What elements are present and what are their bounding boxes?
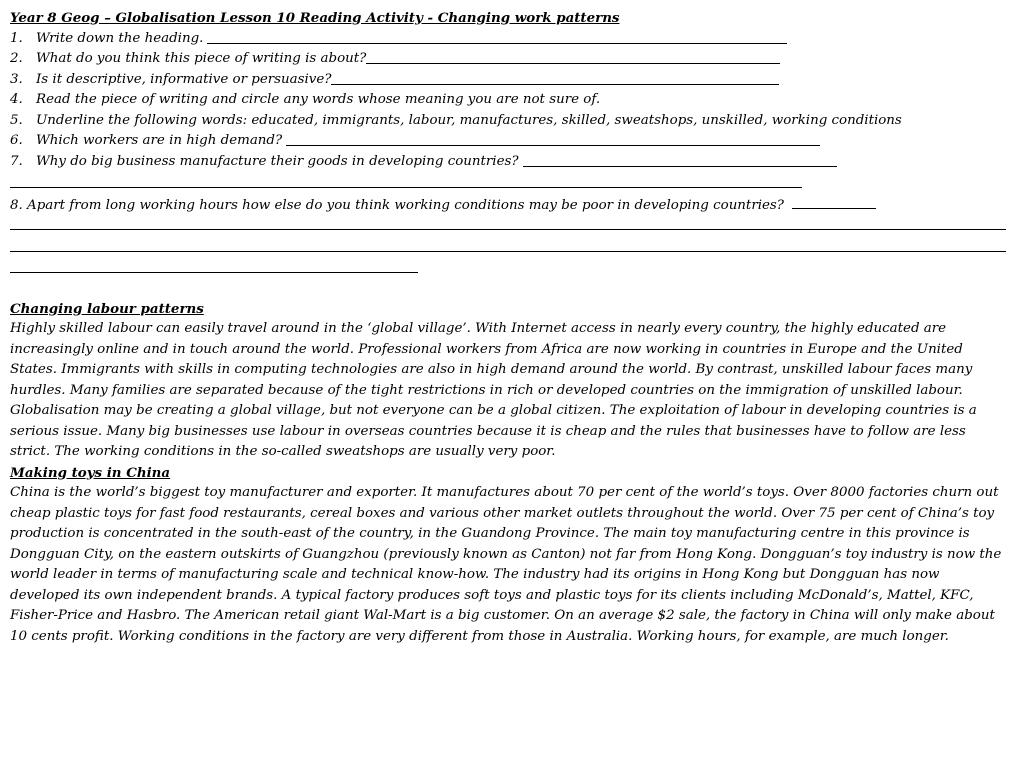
question-number: 7. (10, 153, 23, 169)
spacer (10, 279, 1008, 299)
section-heading-changing-labour: Changing labour patterns (10, 300, 204, 317)
question-7 (10, 152, 1008, 173)
question-number: 3. (10, 71, 23, 87)
question-text: 8. Apart from long working hours how else do you think working conditions may be poor in developing countries? (10, 197, 784, 213)
question-number: 4. (10, 92, 23, 107)
question-text: Which workers are in high demand? (36, 133, 283, 148)
answer-line[interactable] (10, 257, 418, 273)
answer-line[interactable] (10, 214, 1006, 230)
question-3 (10, 70, 1008, 91)
worksheet-page (10, 8, 1008, 647)
question-text: Underline the following words: educated, immigrants, labour, manufactures, skilled, sweatshops, unskilled, working conditions (36, 112, 902, 128)
question-number: 6. (10, 133, 23, 148)
question-1 (10, 29, 1008, 50)
question-text: Is it descriptive, informative or persuasive? (36, 71, 332, 87)
section-text-changing-labour: Highly skilled labour can easily travel around in the ‘global village’. With Internet access in nearly every country, the highly educated are increasingly online and in touch around the world. Professional workers from Africa are now working in countries in Europe and the United States. Immigrants with skills in computing technologies are also in high demand around the world. By contrast, unskilled labour faces many hurdles. Many families are separated because of the tight restrictions in rich or developed countries on the immigration of unskilled labour. Globalisation may be creating a global village, but not everyone can be a global citizen. The exploitation of labour in developing countries is a serious issue. Many big businesses use labour in overseas countries because it is cheap and the rules that businesses have to follow are less strict. The working conditions in the so-called sweatshops are usually very poor. (10, 321, 977, 459)
answer-line[interactable] (331, 70, 779, 85)
answer-line[interactable] (792, 194, 876, 209)
question-number: 2. (10, 51, 23, 66)
question-8 (10, 194, 1008, 215)
question-text: Read the piece of writing and circle any words whose meaning you are not sure of. (36, 92, 601, 107)
answer-line[interactable] (366, 49, 780, 64)
question-number: 5. (10, 112, 23, 128)
question-4 (10, 90, 1008, 111)
question-2 (10, 49, 1008, 70)
question-5 (10, 111, 1008, 132)
question-text: What do you think this piece of writing is about? (36, 51, 367, 66)
worksheet-title: Year 8 Geog – Globalisation Lesson 10 Reading Activity - Changing work patterns (10, 10, 620, 26)
answer-line[interactable] (286, 131, 820, 146)
question-6 (10, 131, 1008, 152)
section-heading-making-toys: Making toys in China (10, 464, 171, 481)
question-text: Write down the heading. (36, 30, 204, 46)
answer-line[interactable] (10, 236, 1006, 252)
section-text-making-toys: China is the world’s biggest toy manufacturer and exporter. It manufactures about 70 per cent of the world’s toys. Over 8000 factories churn out cheap plastic toys for fast food restaurants, cereal boxes and various other market outlets throughout the world. Over 75 per cent of China’s toy production is concentrated in the south-east of the country, in the Guandong Province. The main toy manufacturing centre in this province is Dongguan City, on the eastern outskirts of Guangzhou (previously known as Canton) not far from Hong Kong. Dongguan’s toy industry is now the world leader in terms of manufacturing scale and technical know-how. The industry had its origins in Hong Kong but Dongguan has now developed its own independent brands. A typical factory produces soft toys and plastic toys for its clients including McDonald’s, Mattel, KFC, Fisher-Price and Hasbro. The American retail giant Wal-Mart is a big customer. On an average $2 sale, the factory in China will only make about 10 cents profit. Working conditions in the factory are very different from those in Australia. Working hours, for example, are much longer. (10, 485, 1002, 644)
answer-line[interactable] (10, 172, 802, 188)
answer-line[interactable] (523, 152, 837, 167)
answer-line[interactable] (207, 29, 787, 44)
question-number: 1. (10, 30, 23, 46)
question-text: Why do big business manufacture their goods in developing countries? (36, 153, 519, 169)
